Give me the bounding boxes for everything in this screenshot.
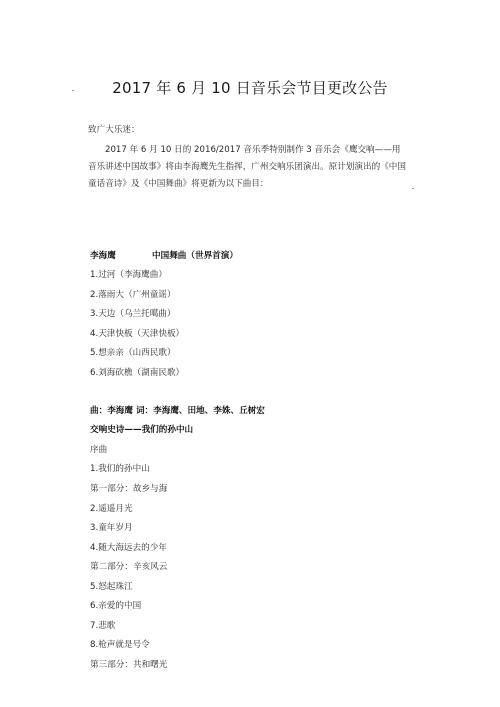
section2-item: 8.枪声就是号令 [90,640,150,650]
section2-item: 4.随大海远去的少年 [90,543,167,553]
page-title: 2017 年 6 月 10 日音乐会节目更改公告 [112,79,388,97]
section2-item: 第二部分：辛亥风云 [90,562,168,572]
scan-speck [412,188,414,189]
section1-item: 5.想亲亲（山西民歌） [90,348,176,358]
section2-item: 第一部分：故乡与海 [90,484,168,494]
section1-item: 2.落雨大（广州童谣） [90,290,176,300]
section2-work: 交响史诗——我们的孙中山 [90,425,194,435]
section1-item: 1.过河（李海鹰曲） [90,270,167,280]
greeting: 致广大乐迷： [88,125,140,135]
section2-item: 序曲 [90,445,108,455]
section2-item: 5.怒起珠江 [90,582,133,592]
section1-item: 6.刘海砍樵（湖南民歌） [90,368,185,378]
section2-item: 3.童年岁月 [90,523,133,533]
section2-item: 第三部分：共和曙光 [90,660,168,670]
section2-item: 1.我们的孙中山 [90,464,150,474]
section1-composer: 李海鹰 [90,251,116,261]
section2-item: 6.亲爱的中国 [90,601,142,611]
intro-paragraph: 2017 年 6 月 10 日的 2016/2017 音乐季特别制作 3 音乐会《鹰交响——用音乐讲述中国故事》将由李海鹰先生指挥，广州交响乐团演出。原计划演出的《中国童话音诗》及《中国舞曲》将更新为以下曲目： [88,145,406,189]
section2-item: 7.悲歌 [90,621,116,631]
section1-item: 3.天边（乌兰托噶曲） [90,309,176,319]
section2-item: 2.遥遥月光 [90,504,133,514]
section2-credits: 曲：李海鹰 词：李海鹰、田地、李姝、丘树宏 [90,406,265,416]
section1-work: 中国舞曲（世界首演） [152,251,238,261]
section1-item: 4.天津快板（天津快板） [90,329,185,339]
